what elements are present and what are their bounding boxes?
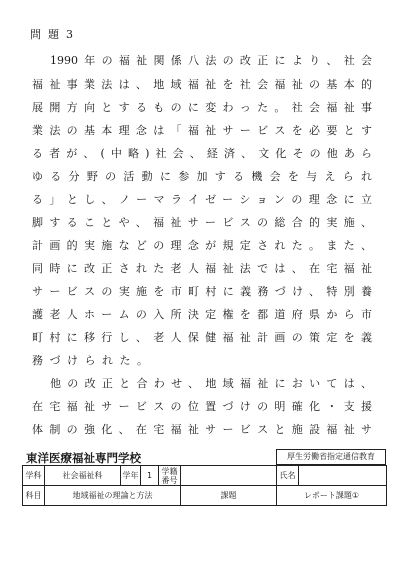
- topic-value: レポート課題①: [277, 486, 387, 506]
- body-line: 町村に移行し、老人保健福祉計画の策定を義: [32, 331, 372, 344]
- body-line: 福祉事業法は、地域福祉を社会福祉の基本的: [32, 78, 372, 91]
- subject-value: 地域福祉の理論と方法: [45, 486, 181, 506]
- department-value: 社会福祉科: [45, 466, 121, 486]
- body-line: 他の改正と合わせ、地域福祉においては、: [50, 377, 372, 390]
- body-line: 業法の基本理念は「福祉サービスを必要とす: [32, 124, 372, 137]
- body-line: ゆる分野の活動に参加する機会を与えられ: [32, 170, 372, 183]
- school-name: 東洋医療福祉専門学校: [26, 451, 141, 465]
- body-line: 護老人ホームの入所決定権を都道府県から市: [32, 308, 372, 321]
- body-line: る」とし、ノーマライゼーションの理念に立: [32, 193, 372, 206]
- department-label: 学科: [23, 466, 45, 486]
- student-id-label: 学籍番号: [159, 466, 181, 486]
- body-line: 体制の強化、在宅福祉サービスと施設福祉サ: [32, 423, 372, 436]
- body-line: 在宅福祉サービスの位置づけの明確化・支援: [32, 400, 372, 413]
- body-line: 計画的実施などの理念が規定された。また、: [32, 239, 372, 252]
- student-info-table: [22, 465, 387, 506]
- body-line: 1990年の福祉関係八法の改正により、社会: [50, 54, 372, 67]
- name-value: [299, 466, 387, 486]
- body-line: 同時に改正された老人福祉法では、在宅福祉: [32, 262, 372, 275]
- ministry-stamp: 厚生労働省指定通信教育: [276, 449, 386, 465]
- name-label: 氏名: [277, 466, 299, 486]
- subject-label: 科目: [23, 486, 45, 506]
- body-line: る者が、(中略)社会、経済、文化その他あら: [32, 147, 372, 160]
- topic-label: 課題: [181, 486, 277, 506]
- body-line: サービスの実施を市町村に義務づけ、特別養: [32, 285, 372, 298]
- student-id-value: [181, 466, 277, 486]
- year-value: 1: [141, 466, 159, 486]
- question-title: 問題3: [30, 28, 80, 41]
- body-line: 務づけられた。: [32, 354, 155, 367]
- body-line: 脚することや、福祉サービスの総合的実施、: [32, 216, 372, 229]
- body-line: 展開方向とするものに変わった。社会福祉事: [32, 101, 372, 114]
- year-label: 学年: [121, 466, 141, 486]
